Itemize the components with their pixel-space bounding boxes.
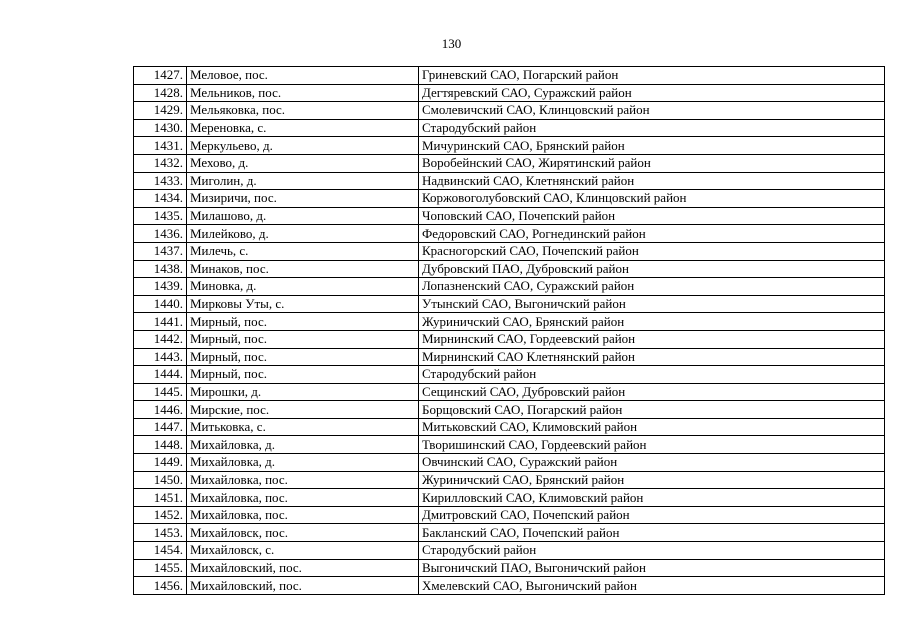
- row-number: 1435.: [134, 207, 187, 225]
- settlement-name: Мизиричи, пос.: [187, 190, 419, 208]
- district-name: Смолевичский САО, Клинцовский район: [419, 102, 885, 120]
- table-row: [134, 401, 885, 419]
- settlement-name: Митьковка, с.: [187, 418, 419, 436]
- district-name: Стародубский район: [419, 119, 885, 137]
- table-row: [134, 172, 885, 190]
- table-row: [134, 260, 885, 278]
- district-name: Мирнинский САО Клетнянский район: [419, 348, 885, 366]
- settlement-name: Мирный, пос.: [187, 366, 419, 384]
- row-number: 1444.: [134, 366, 187, 384]
- row-number: 1448.: [134, 436, 187, 454]
- table-row: [134, 295, 885, 313]
- settlement-name: Михайловка, д.: [187, 436, 419, 454]
- district-name: Коржовоголубовский САО, Клинцовский район: [419, 190, 885, 208]
- row-number: 1443.: [134, 348, 187, 366]
- settlement-name: Милашово, д.: [187, 207, 419, 225]
- settlement-name: Мереновка, с.: [187, 119, 419, 137]
- table-row: [134, 559, 885, 577]
- district-name: Хмелевский САО, Выгоничский район: [419, 577, 885, 595]
- row-number: 1434.: [134, 190, 187, 208]
- table-row: [134, 348, 885, 366]
- table-row: [134, 242, 885, 260]
- table-row: [134, 542, 885, 560]
- district-name: Воробейнский САО, Жирятинский район: [419, 154, 885, 172]
- row-number: 1447.: [134, 418, 187, 436]
- settlement-name: Михайловка, пос.: [187, 471, 419, 489]
- settlement-name: Мирный, пос.: [187, 330, 419, 348]
- table-row: [134, 489, 885, 507]
- settlement-name: Мирный, пос.: [187, 313, 419, 331]
- table-row: [134, 84, 885, 102]
- district-name: Стародубский район: [419, 542, 885, 560]
- settlement-name: Михайловка, пос.: [187, 489, 419, 507]
- settlement-name: Милейково, д.: [187, 225, 419, 243]
- settlement-name: Мирный, пос.: [187, 348, 419, 366]
- table-row: [134, 225, 885, 243]
- district-name: Чоповский САО, Почепский район: [419, 207, 885, 225]
- settlement-name: Мельяковка, пос.: [187, 102, 419, 120]
- table-row: [134, 102, 885, 120]
- table-row: [134, 278, 885, 296]
- settlement-name: Милечь, с.: [187, 242, 419, 260]
- district-name: Надвинский САО, Клетнянский район: [419, 172, 885, 190]
- row-number: 1442.: [134, 330, 187, 348]
- row-number: 1453.: [134, 524, 187, 542]
- table-row: [134, 137, 885, 155]
- settlement-name: Михайловка, д.: [187, 454, 419, 472]
- row-number: 1430.: [134, 119, 187, 137]
- row-number: 1437.: [134, 242, 187, 260]
- settlements-table: [133, 66, 885, 595]
- settlement-name: Мехово, д.: [187, 154, 419, 172]
- district-name: Бакланский САО, Почепский район: [419, 524, 885, 542]
- table-row: [134, 577, 885, 595]
- row-number: 1429.: [134, 102, 187, 120]
- district-name: Федоровский САО, Рогнединский район: [419, 225, 885, 243]
- district-name: Дубровский ПАО, Дубровский район: [419, 260, 885, 278]
- row-number: 1436.: [134, 225, 187, 243]
- row-number: 1454.: [134, 542, 187, 560]
- row-number: 1446.: [134, 401, 187, 419]
- table-row: [134, 506, 885, 524]
- district-name: Журиничский САО, Брянский район: [419, 313, 885, 331]
- row-number: 1449.: [134, 454, 187, 472]
- row-number: 1452.: [134, 506, 187, 524]
- row-number: 1450.: [134, 471, 187, 489]
- row-number: 1427.: [134, 67, 187, 85]
- settlement-name: Михайловский, пос.: [187, 577, 419, 595]
- district-name: Красногорский САО, Почепский район: [419, 242, 885, 260]
- table-body: [134, 67, 885, 595]
- table-row: [134, 207, 885, 225]
- district-name: Дмитровский САО, Почепский район: [419, 506, 885, 524]
- district-name: Борщовский САО, Погарский район: [419, 401, 885, 419]
- settlement-name: Меловое, пос.: [187, 67, 419, 85]
- row-number: 1441.: [134, 313, 187, 331]
- table-row: [134, 418, 885, 436]
- district-name: Митьковский САО, Климовский район: [419, 418, 885, 436]
- row-number: 1455.: [134, 559, 187, 577]
- district-name: Мичуринский САО, Брянский район: [419, 137, 885, 155]
- settlement-name: Михайловка, пос.: [187, 506, 419, 524]
- table-row: [134, 330, 885, 348]
- row-number: 1456.: [134, 577, 187, 595]
- table-row: [134, 67, 885, 85]
- row-number: 1445.: [134, 383, 187, 401]
- district-name: Дегтяревский САО, Суражский район: [419, 84, 885, 102]
- settlement-name: Миголин, д.: [187, 172, 419, 190]
- row-number: 1440.: [134, 295, 187, 313]
- district-name: Гриневский САО, Погарский район: [419, 67, 885, 85]
- table-row: [134, 436, 885, 454]
- district-name: Выгоничский ПАО, Выгоничский район: [419, 559, 885, 577]
- district-name: Кирилловский САО, Климовский район: [419, 489, 885, 507]
- row-number: 1433.: [134, 172, 187, 190]
- table-row: [134, 119, 885, 137]
- district-name: Стародубский район: [419, 366, 885, 384]
- page-number: 130: [441, 36, 462, 51]
- district-name: Творишинский САО, Гордеевский район: [419, 436, 885, 454]
- district-name: Сещинский САО, Дубровский район: [419, 383, 885, 401]
- row-number: 1439.: [134, 278, 187, 296]
- row-number: 1438.: [134, 260, 187, 278]
- district-name: Мирнинский САО, Гордеевский район: [419, 330, 885, 348]
- table-row: [134, 190, 885, 208]
- settlement-name: Михайловск, с.: [187, 542, 419, 560]
- district-name: Овчинский САО, Суражский район: [419, 454, 885, 472]
- table-row: [134, 454, 885, 472]
- settlement-name: Мирковы Уты, с.: [187, 295, 419, 313]
- settlement-name: Мирские, пос.: [187, 401, 419, 419]
- row-number: 1451.: [134, 489, 187, 507]
- settlement-name: Миновка, д.: [187, 278, 419, 296]
- row-number: 1431.: [134, 137, 187, 155]
- district-name: Лопазненский САО, Суражский район: [419, 278, 885, 296]
- settlement-name: Минаков, пос.: [187, 260, 419, 278]
- settlement-name: Меркульево, д.: [187, 137, 419, 155]
- table-row: [134, 383, 885, 401]
- district-name: Утынский САО, Выгоничский район: [419, 295, 885, 313]
- district-name: Журиничский САО, Брянский район: [419, 471, 885, 489]
- table-row: [134, 471, 885, 489]
- table-row: [134, 154, 885, 172]
- table-row: [134, 366, 885, 384]
- settlement-name: Мельников, пос.: [187, 84, 419, 102]
- row-number: 1432.: [134, 154, 187, 172]
- row-number: 1428.: [134, 84, 187, 102]
- table-row: [134, 524, 885, 542]
- settlement-name: Михайловск, пос.: [187, 524, 419, 542]
- table-row: [134, 313, 885, 331]
- settlement-name: Мирошки, д.: [187, 383, 419, 401]
- settlement-name: Михайловский, пос.: [187, 559, 419, 577]
